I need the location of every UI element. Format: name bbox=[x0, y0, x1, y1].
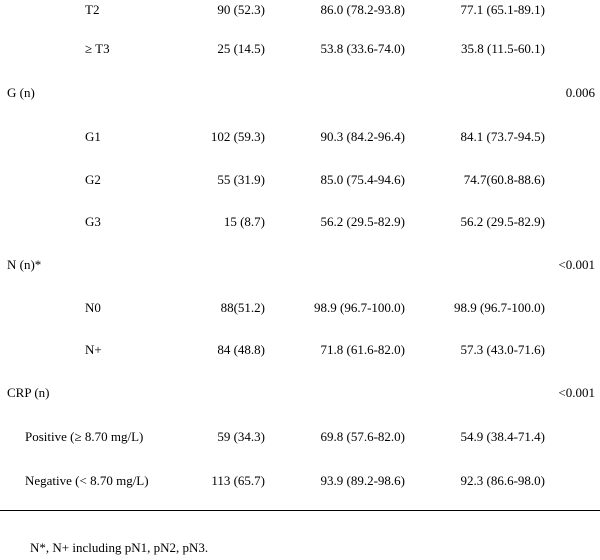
cell-n: 55 (31.9) bbox=[217, 172, 265, 187]
cell-survival-a: 53.8 (33.6-74.0) bbox=[320, 41, 405, 56]
cell-n: 88(51.2) bbox=[220, 300, 265, 315]
row-label: Negative (< 8.70 mg/L) bbox=[25, 473, 149, 488]
table-row bbox=[0, 0, 600, 20]
cell-n: 25 (14.5) bbox=[217, 41, 265, 56]
table-row bbox=[0, 427, 600, 447]
cell-survival-b: 54.9 (38.4-71.4) bbox=[460, 429, 545, 444]
group-label: G (n) bbox=[7, 85, 35, 100]
cell-p-value: <0.001 bbox=[558, 385, 595, 400]
table-row bbox=[0, 298, 600, 318]
table-row bbox=[0, 212, 600, 232]
group-label: CRP (n) bbox=[7, 385, 50, 400]
cell-p-value: 0.006 bbox=[565, 85, 595, 100]
cell-p-value: <0.001 bbox=[558, 257, 595, 272]
table-row bbox=[0, 340, 600, 360]
row-label: G3 bbox=[85, 214, 101, 229]
row-label: Positive (≥ 8.70 mg/L) bbox=[25, 429, 144, 444]
cell-survival-b: 92.3 (86.6-98.0) bbox=[460, 473, 545, 488]
row-label: ≥ T3 bbox=[85, 41, 110, 56]
cell-survival-b: 35.8 (11.5-60.1) bbox=[460, 41, 545, 56]
cell-n: 113 (65.7) bbox=[211, 473, 265, 488]
row-label: G1 bbox=[85, 129, 101, 144]
cell-survival-a: 71.8 (61.6-82.0) bbox=[320, 342, 405, 357]
cell-survival-b: 84.1 (73.7-94.5) bbox=[460, 129, 545, 144]
cell-survival-a: 90.3 (84.2-96.4) bbox=[320, 129, 405, 144]
table-row bbox=[0, 39, 600, 59]
cell-survival-a: 56.2 (29.5-82.9) bbox=[320, 214, 405, 229]
cell-n: 15 (8.7) bbox=[223, 214, 265, 229]
cell-survival-a: 85.0 (75.4-94.6) bbox=[320, 172, 405, 187]
cell-survival-b: 56.2 (29.5-82.9) bbox=[460, 214, 545, 229]
cell-survival-b: 98.9 (96.7-100.0) bbox=[454, 300, 545, 315]
table-row bbox=[0, 127, 600, 147]
group-label: N (n)* bbox=[7, 257, 42, 272]
row-label: G2 bbox=[85, 172, 101, 187]
cell-survival-a: 93.9 (89.2-98.6) bbox=[320, 473, 405, 488]
cell-n: 84 (48.8) bbox=[217, 342, 265, 357]
table-bottom-rule bbox=[0, 510, 600, 511]
cell-survival-b: 74.7(60.8-88.6) bbox=[463, 172, 545, 187]
row-label: N0 bbox=[85, 300, 101, 315]
table-row bbox=[0, 471, 600, 491]
cell-n: 59 (34.3) bbox=[217, 429, 265, 444]
cell-survival-a: 69.8 (57.6-82.0) bbox=[320, 429, 405, 444]
row-label: N+ bbox=[85, 342, 102, 357]
table-row bbox=[0, 255, 600, 275]
table-row bbox=[0, 170, 600, 190]
table-row bbox=[0, 383, 600, 403]
cell-survival-b: 57.3 (43.0-71.6) bbox=[460, 342, 545, 357]
table-footnote: N*, N+ including pN1, pN2, pN3. bbox=[30, 540, 209, 555]
cell-survival-b: 77.1 (65.1-89.1) bbox=[460, 2, 545, 17]
cell-survival-a: 86.0 (78.2-93.8) bbox=[320, 2, 405, 17]
row-label: T2 bbox=[85, 2, 100, 17]
table-row bbox=[0, 83, 600, 103]
cell-n: 90 (52.3) bbox=[217, 2, 265, 17]
cell-survival-a: 98.9 (96.7-100.0) bbox=[314, 300, 405, 315]
cell-n: 102 (59.3) bbox=[210, 129, 265, 144]
